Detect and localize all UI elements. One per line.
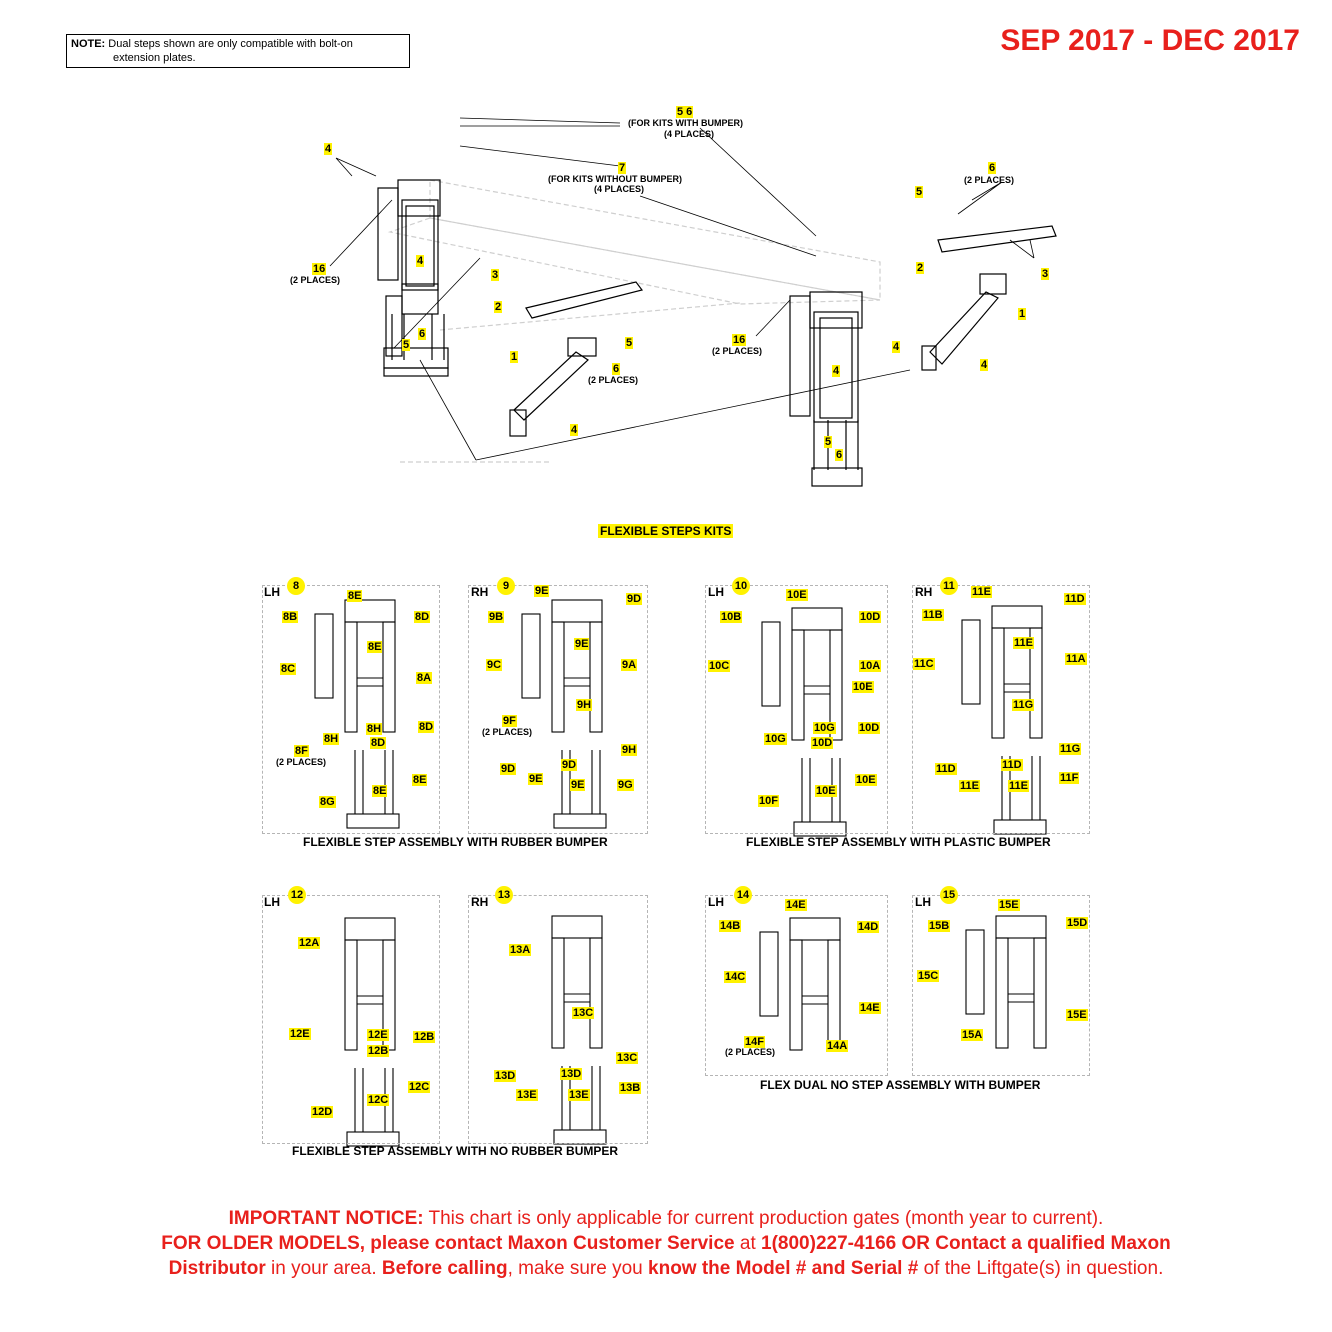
p13-label-13c-1: 13C	[573, 1007, 594, 1019]
p12-label-12c-1: 12C	[409, 1081, 430, 1093]
p10-label-10d-1: 10D	[860, 611, 881, 623]
notice-older-models: FOR OLDER MODELS, please contact Maxon Customer Service	[161, 1233, 735, 1254]
p12-label-12d: 12D	[312, 1106, 333, 1118]
p14-label-14d: 14D	[858, 921, 879, 933]
p14-label-14a: 14A	[827, 1040, 848, 1052]
callout-3-mid: 3	[492, 269, 499, 281]
p11-label-11e-2: 11E	[1014, 637, 1033, 649]
callout-5-far: 5	[916, 186, 923, 198]
p14-two-places: (2 PLACES)	[725, 1047, 776, 1057]
p11-label-11e-4: 11E	[1009, 780, 1028, 792]
notice-distributor: Distributor	[168, 1258, 266, 1279]
p12-label-12a: 12A	[299, 937, 320, 949]
liftgate-outline	[390, 180, 880, 462]
left-arm-assembly	[510, 282, 642, 436]
panel-11-side: RH	[915, 585, 933, 599]
note-text-2: extension plates.	[113, 52, 196, 64]
callout-4-right-b: 4	[833, 365, 840, 377]
panel-13	[468, 895, 648, 1144]
callout-16-right: 16	[733, 334, 746, 346]
p8-label-8d-2: 8D	[419, 721, 434, 733]
p11-label-11f: 11F	[1060, 772, 1079, 784]
p12-label-12e-1: 12E	[290, 1028, 310, 1040]
callout-16-left: 16	[313, 263, 326, 275]
panel-8-side: LH	[264, 585, 280, 599]
p10-label-10e-4: 10E	[816, 785, 836, 797]
panel-9-number: 9	[497, 577, 515, 595]
right-step-assembly	[790, 292, 862, 486]
p13-label-13d-2: 13D	[561, 1068, 582, 1080]
callout-5-right: 5	[825, 436, 832, 448]
p15-label-15e-2: 15E	[1067, 1009, 1087, 1021]
p12-label-12e-2: 12E	[368, 1029, 388, 1041]
important-notice	[0, 1206, 1332, 1281]
caption-rubber-bumper: FLEXIBLE STEP ASSEMBLY WITH RUBBER BUMPER	[303, 835, 608, 849]
p11-label-11b: 11B	[923, 609, 943, 621]
p11-label-11d-2: 11D	[936, 763, 956, 775]
p13-label-13b: 13B	[620, 1082, 641, 1094]
panel-12-number: 12	[288, 886, 306, 904]
p15-label-15e-1: 15E	[999, 899, 1019, 911]
kit-title: FLEXIBLE STEPS KITS	[600, 524, 732, 538]
notice-in-area: in your area.	[265, 1258, 382, 1279]
p11-label-11c: 11C	[914, 658, 934, 670]
two-places-mid: (2 PLACES)	[588, 375, 639, 385]
caption-plastic-bumper: FLEXIBLE STEP ASSEMBLY WITH PLASTIC BUMPER	[746, 835, 1051, 849]
p14-label-14f: 14F	[745, 1036, 764, 1048]
panel-14-side: LH	[708, 895, 724, 909]
p11-label-11g-2: 11G	[1060, 743, 1081, 755]
callout-5-6: 5 6	[677, 106, 693, 118]
p8-label-8f: 8F	[295, 745, 308, 757]
p12-label-12b-1: 12B	[368, 1045, 389, 1057]
panel-8-number: 8	[287, 577, 305, 595]
p12-label-12c-2: 12C	[368, 1094, 389, 1106]
p14-label-14e-1: 14E	[786, 899, 806, 911]
p15-label-15d: 15D	[1067, 917, 1088, 929]
two-places-left: (2 PLACES)	[290, 275, 341, 285]
two-places-far: (2 PLACES)	[964, 175, 1015, 185]
panel-10-side: LH	[708, 585, 724, 599]
p11-label-11a: 11A	[1066, 653, 1086, 665]
p8-label-8b: 8B	[283, 611, 298, 623]
p9-label-9d-2: 9D	[501, 763, 516, 775]
two-places-right: (2 PLACES)	[712, 346, 763, 356]
p13-label-13e-1: 13E	[517, 1089, 537, 1101]
callout-5-left: 5	[403, 339, 410, 351]
p8-label-8c: 8C	[281, 663, 296, 675]
p9-label-9a: 9A	[622, 659, 637, 671]
p9-label-9e-4: 9E	[571, 779, 585, 791]
p14-label-14e-2: 14E	[860, 1002, 880, 1014]
p10-label-10d-3: 10D	[859, 722, 880, 734]
callout-5-mid: 5	[626, 337, 633, 349]
p9-label-9d-1: 9D	[627, 593, 642, 605]
p15-label-15a: 15A	[962, 1029, 983, 1041]
callout-6-left: 6	[419, 328, 426, 340]
p8-two-places: (2 PLACES)	[276, 757, 327, 767]
left-step-assembly	[378, 180, 448, 376]
callout-1-far: 1	[1019, 308, 1026, 320]
panel-9-side: RH	[471, 585, 489, 599]
four-places-label-a: (4 PLACES)	[664, 129, 715, 139]
panel-15-side: LH	[915, 895, 931, 909]
caption-no-rubber-bumper: FLEXIBLE STEP ASSEMBLY WITH NO RUBBER BUMPER	[292, 1144, 619, 1158]
notice-at: at	[734, 1233, 762, 1254]
callout-4-right-a: 4	[893, 341, 900, 353]
p8-label-8e-3: 8E	[413, 774, 427, 786]
panel-11	[912, 585, 1090, 834]
callout-6-mid: 6	[613, 363, 620, 375]
panel-12-side: LH	[264, 895, 280, 909]
p8-label-8d-1: 8D	[415, 611, 430, 623]
p9-label-9f: 9F	[503, 715, 516, 727]
four-places-label-b: (4 PLACES)	[594, 184, 645, 194]
note-text-1: Dual steps shown are only compatible with bolt-on	[108, 38, 353, 50]
panel-15-number: 15	[940, 886, 958, 904]
callout-7: 7	[619, 162, 626, 174]
callout-6-far: 6	[989, 162, 996, 174]
p10-label-10b: 10B	[721, 611, 742, 623]
callout-2-mid: 2	[495, 301, 502, 313]
callout-1-mid: 1	[511, 351, 518, 363]
p10-label-10g-1: 10G	[814, 722, 835, 734]
with-bumper-label: (FOR KITS WITH BUMPER)	[628, 118, 743, 128]
panel-12	[262, 895, 440, 1144]
p13-label-13a: 13A	[510, 944, 531, 956]
notice-liftgate: of the Liftgate(s) in question.	[918, 1258, 1164, 1279]
callout-4-far: 4	[981, 359, 988, 371]
panel-10-number: 10	[732, 577, 750, 595]
p8-label-8e-2: 8E	[368, 641, 382, 653]
p9-label-9c: 9C	[487, 659, 502, 671]
p9-label-9g: 9G	[618, 779, 633, 791]
p8-label-8d-3: 8D	[371, 737, 386, 749]
callout-2-far: 2	[917, 262, 924, 274]
p13-label-13d-1: 13D	[495, 1070, 516, 1082]
p8-label-8a: 8A	[417, 672, 432, 684]
p8-label-8g: 8G	[320, 796, 335, 808]
p9-label-9b: 9B	[489, 611, 504, 623]
callout-3-far: 3	[1042, 268, 1049, 280]
note-label: NOTE:	[71, 38, 106, 50]
p11-label-11d-3: 11D	[1002, 759, 1022, 771]
p10-label-10e-1: 10E	[787, 589, 807, 601]
callout-6-right: 6	[836, 449, 843, 461]
p15-label-15c: 15C	[918, 970, 939, 982]
notice-line-1: This chart is only applicable for current production gates (month year to current).	[423, 1208, 1104, 1229]
p10-label-10e-2: 10E	[853, 681, 873, 693]
p11-label-11e-3: 11E	[960, 780, 979, 792]
p8-label-8e-1: 8E	[348, 590, 362, 602]
p10-label-10g-2: 10G	[765, 733, 786, 745]
p14-label-14c: 14C	[725, 971, 746, 983]
p9-label-9e-1: 9E	[535, 585, 549, 597]
panel-11-number: 11	[940, 577, 958, 595]
p8-label-8e-4: 8E	[373, 785, 387, 797]
without-bumper-label: (FOR KITS WITHOUT BUMPER)	[548, 174, 682, 184]
p11-label-11d-1: 11D	[1065, 593, 1085, 605]
p10-label-10f: 10F	[759, 795, 778, 807]
p10-label-10c: 10C	[709, 660, 730, 672]
panel-14-number: 14	[734, 886, 752, 904]
p10-label-10d-2: 10D	[812, 737, 833, 749]
notice-heading: IMPORTANT NOTICE:	[228, 1208, 424, 1229]
date-range: SEP 2017 - DEC 2017	[1000, 24, 1300, 57]
p8-label-8h-1: 8H	[367, 723, 382, 735]
p11-label-11g-1: 11G	[1013, 699, 1034, 711]
notice-model-serial: know the Model # and Serial #	[648, 1258, 919, 1279]
panel-13-side: RH	[471, 895, 489, 909]
notice-make-sure: , make sure you	[507, 1258, 649, 1279]
p14-label-14b: 14B	[720, 920, 741, 932]
p9-label-9e-3: 9E	[529, 773, 543, 785]
right-arm-assembly	[922, 226, 1056, 370]
caption-dual-no-step: FLEX DUAL NO STEP ASSEMBLY WITH BUMPER	[760, 1078, 1041, 1092]
p12-label-12b-2: 12B	[414, 1031, 435, 1043]
p9-label-9d-3: 9D	[562, 759, 577, 771]
p9-label-9e-2: 9E	[575, 638, 589, 650]
panel-13-number: 13	[495, 886, 513, 904]
p10-label-10a: 10A	[860, 660, 881, 672]
callout-4-mid: 4	[571, 424, 578, 436]
p9-label-9h-1: 9H	[577, 699, 592, 711]
p13-label-13e-2: 13E	[569, 1089, 589, 1101]
leader-lines	[330, 118, 1034, 460]
p13-label-13c-2: 13C	[617, 1052, 638, 1064]
p8-label-8h-2: 8H	[324, 733, 339, 745]
callout-4-left-b: 4	[417, 255, 424, 267]
callout-4-left: 4	[325, 143, 332, 155]
notice-phone: 1(800)227-4166 OR Contact a qualified Maxon	[761, 1233, 1171, 1254]
notice-before-calling: Before calling	[381, 1258, 508, 1279]
p9-label-9h-2: 9H	[622, 744, 637, 756]
p15-label-15b: 15B	[929, 920, 950, 932]
p11-label-11e-1: 11E	[972, 586, 991, 598]
p10-label-10e-3: 10E	[856, 774, 876, 786]
p9-two-places: (2 PLACES)	[482, 727, 533, 737]
